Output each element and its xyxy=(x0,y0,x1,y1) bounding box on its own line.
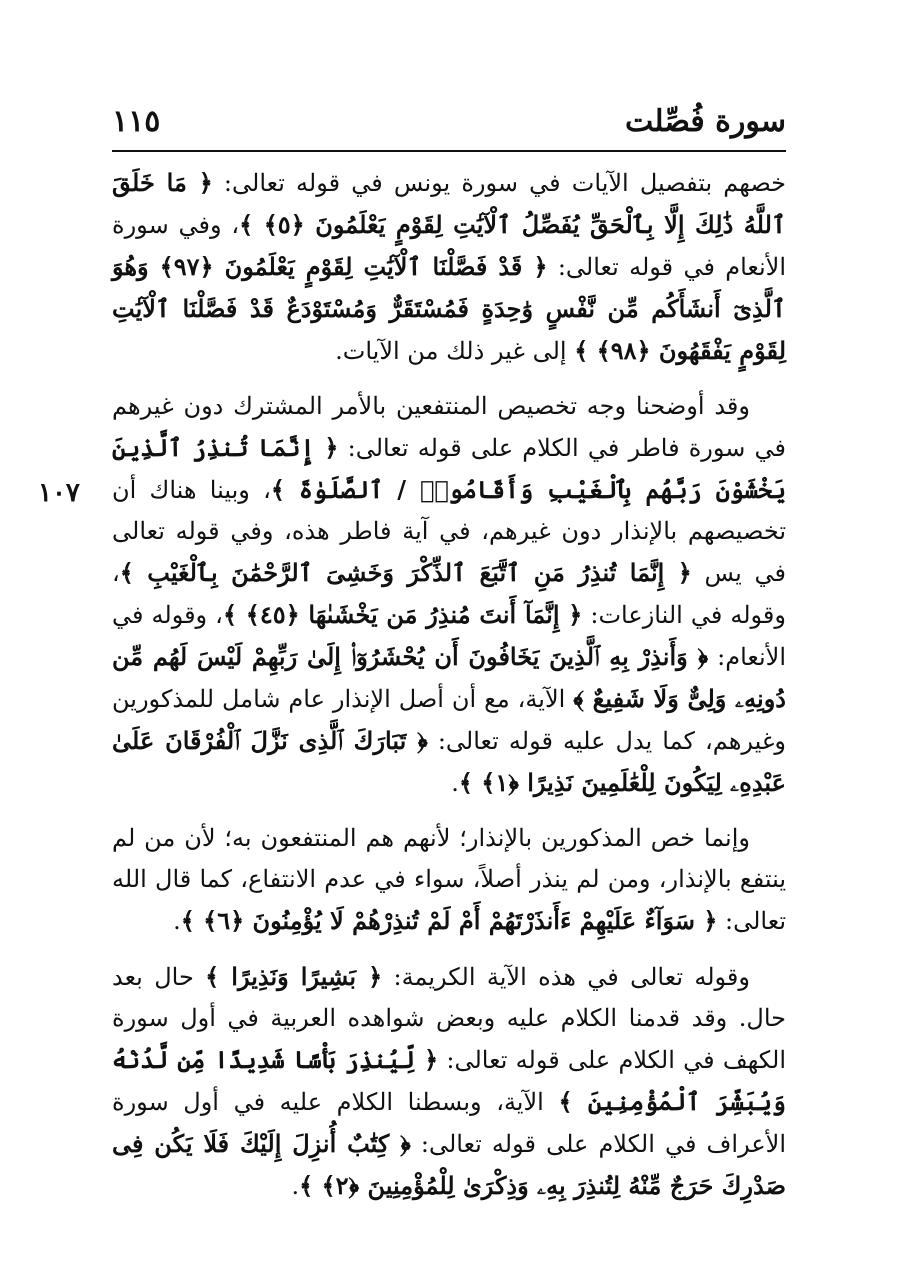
quran-verse: ﴿ إِنَّمَا تُنذِرُ مَنِ ٱتَّبَعَ ٱلذِّكْرَ وَخَشِىَ ٱلرَّحْمَٰنَ بِٱلْغَيْبِ ﴾ xyxy=(119,558,692,587)
quran-verse: ﴿ وَأَنذِرْ بِهِ ٱلَّذِينَ يَخَافُونَ أَن يُحْشَرُوٓا۟ إِلَىٰ رَبِّهِمْ لَيْسَ لَهُم مِّن دُونِهِۦ وَلِىٌّ وَلَا شَفِيعٌ ﴾ xyxy=(112,642,786,713)
text-segment: وقوله تعالى في هذه الآية الكريمة: xyxy=(382,963,750,991)
header-rule xyxy=(112,150,786,152)
paragraph-2 xyxy=(112,386,786,804)
text-segment: إلى غير ذلك من الآيات. xyxy=(335,337,575,365)
paragraph-1 xyxy=(112,162,786,372)
paragraph-4 xyxy=(112,956,786,1207)
text-segment: خصهم بتفصيل الآيات في سورة يونس في قوله تعالى: xyxy=(212,169,786,197)
text-segment: وقد أوضحنا وجه تخصيص المنتفعين بالأمر المشترك دون غيرهم في سورة فاطر في الكلام على قوله تعالى: xyxy=(112,392,786,462)
text-segment: . xyxy=(173,907,181,935)
text-segment: ، وقوله في النازعات: xyxy=(112,559,786,629)
quran-verse: ﴿ إِنَّمَا تُنذِرُ ٱلَّذِينَ يَخْشَوْنَ رَبَّهُم بِٱلْغَيْبِ وَأَقَامُوا۟ / ٱلصَّلَوٰةَ ﴾ xyxy=(112,433,787,504)
quran-verse: ﴿ سَوَآءٌ عَلَيْهِمْ ءَأَنذَرْتَهُمْ أَمْ لَمْ تُنذِرْهُمْ لَا يُؤْمِنُونَ ﴿٦﴾ ﴾ xyxy=(180,906,718,935)
text-segment: ، وقوله في الأنعام: xyxy=(112,601,786,671)
text-segment: وإنما خص المذكورين بالإنذار؛ لأنهم هم المنتفعون به؛ لأن من لم ينتفع بالإنذار، ومن لم ينذر أصلاً، سواء في عدم الانتفاع، كما قال الله تعالى: xyxy=(112,824,786,935)
text-segment: . xyxy=(291,1172,300,1200)
page-number: ١١٥ xyxy=(112,103,161,139)
quran-verse: ﴿ إِنَّمَآ أَنتَ مُنذِرُ مَن يَخْشَىٰهَا ﴿٤٥﴾ ﴾ xyxy=(222,600,583,629)
quran-verse: ﴿ قَدْ فَصَّلْنَا ٱلْآيَٰتِ لِقَوْمٍ يَعْلَمُونَ ﴿٩٧﴾ وَهُوَ ٱلَّذِىٓ أَنشَأَكُم مِّن نَّفْسٍ وَٰحِدَةٍ فَمُسْتَقَرٌّ وَمُسْتَوْدَعٌ قَدْ فَصَّلْنَا ٱلْآيَٰتِ لِقَوْمٍ يَفْقَهُونَ ﴿٩٨﴾ ﴾ xyxy=(112,252,786,365)
quran-verse: ﴿ لِّيُنذِرَ بَأْسًا شَدِيدًا مِّن لَّدُنْهُ وَيُبَشِّرَ ٱلْمُؤْمِنِينَ ﴾ xyxy=(112,1045,786,1116)
paragraph-3 xyxy=(112,818,786,942)
text-segment: الآية، مع أن أصل الإنذار عام شامل للمذكورين وغيرهم، كما يدل عليه قوله تعالى: xyxy=(112,685,787,755)
quran-verse: ﴿ مَا خَلَقَ ٱللَّهُ ذَٰلِكَ إِلَّا بِٱلْحَقِّ يُفَصِّلُ ٱلْآيَٰتِ لِقَوْمٍ يَعْلَمُونَ ﴿٥﴾ ﴾ xyxy=(112,168,786,239)
quran-verse: ﴿ تَبَارَكَ ٱلَّذِى نَزَّلَ ٱلْفُرْقَانَ عَلَىٰ عَبْدِهِۦ لِيَكُونَ لِلْعَٰلَمِينَ نَذِيرًا ﴿١﴾ ﴾ xyxy=(112,726,786,797)
surah-title: سورة فُصِّلت xyxy=(624,103,786,139)
margin-number: ١٠٧ xyxy=(38,478,80,508)
text-segment: ، وبينا هناك أن تخصيصهم بالإنذار دون غيرهم، في آية فاطر هذه، وفي قوله تعالى في يس xyxy=(112,476,786,587)
body-text xyxy=(112,162,786,1221)
text-segment: الآية، وبسطنا الكلام عليه في أول سورة الأعراف في الكلام على قوله تعالى: xyxy=(112,1088,786,1158)
quran-verse: ﴿ بَشِيرًا وَنَذِيرًا ﴾ xyxy=(205,962,383,991)
page-header xyxy=(112,96,786,146)
text-segment: حال بعد حال. وقد قدمنا الكلام عليه وبعض شواهده العربية في أول سورة الكهف في الكلام على قوله تعالى: xyxy=(112,963,786,1074)
text-segment: ، وفي سورة الأنعام في قوله تعالى: xyxy=(112,211,787,281)
quran-verse: ﴿ كِتَٰبٌ أُنزِلَ إِلَيْكَ فَلَا يَكُن فِى صَدْرِكَ حَرَجٌ مِّنْهُ لِتُنذِرَ بِهِۦ وَذِكْرَىٰ لِلْمُؤْمِنِينَ ﴿٢﴾ ﴾ xyxy=(112,1129,786,1200)
text-segment: . xyxy=(451,769,459,797)
